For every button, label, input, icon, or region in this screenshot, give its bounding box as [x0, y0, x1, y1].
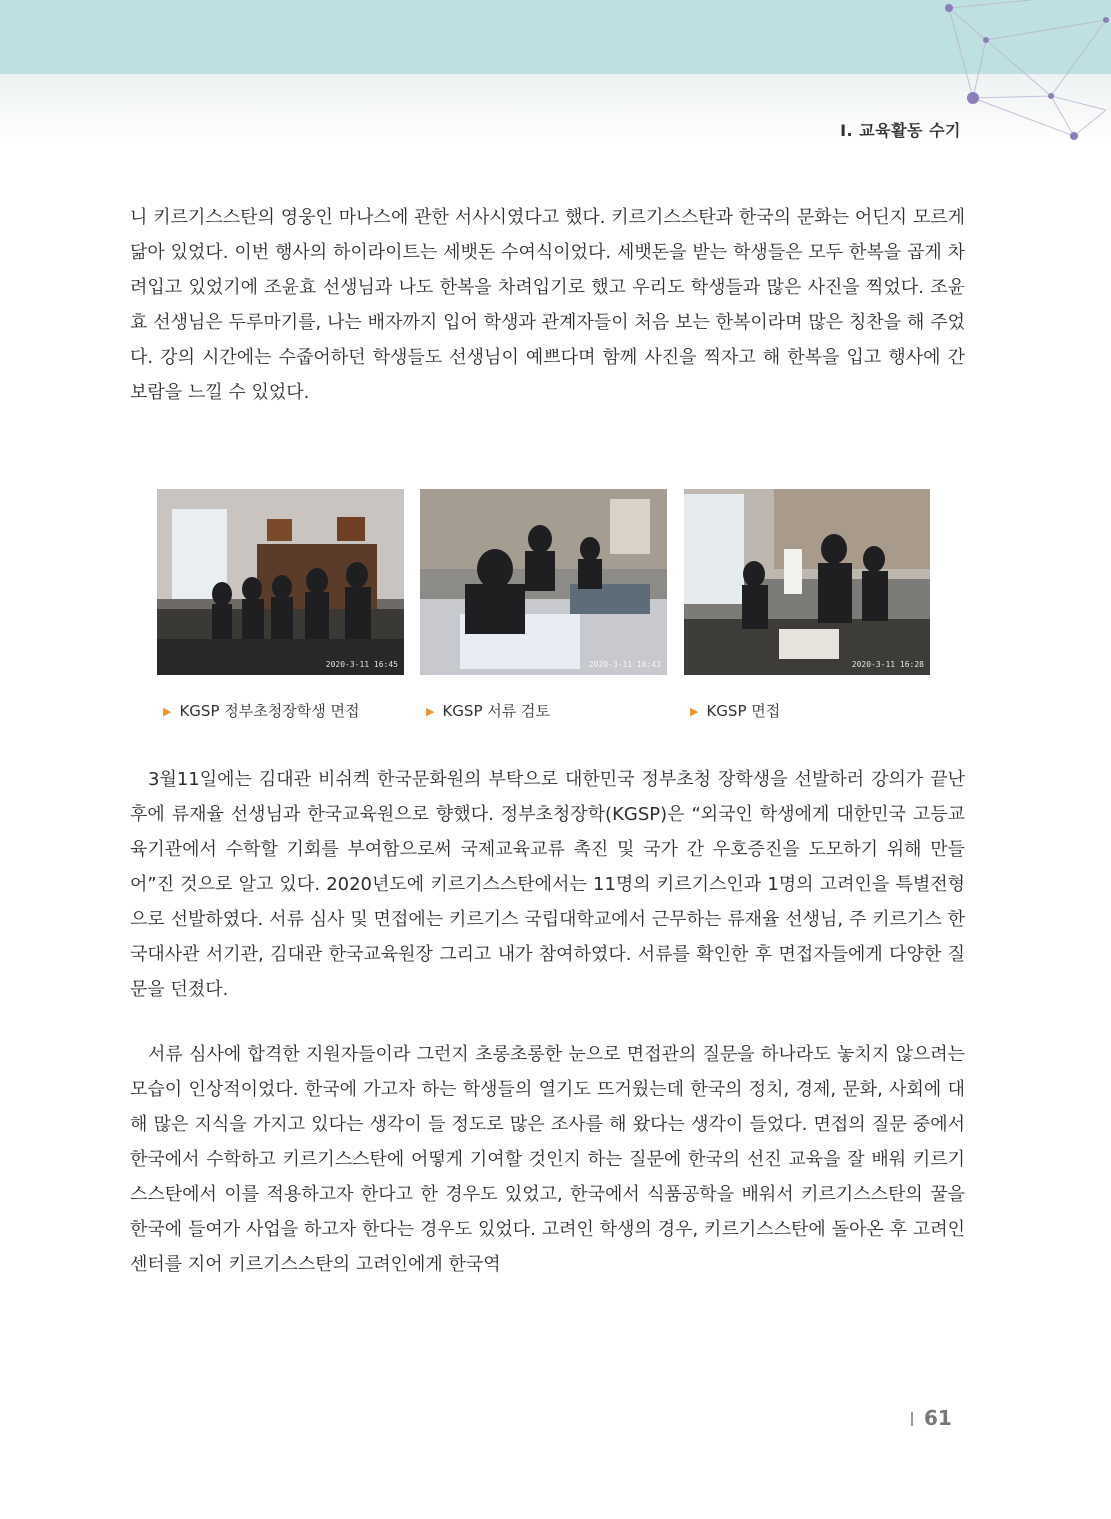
- body-paragraph: 니 키르기스스탄의 영웅인 마나스에 관한 서사시였다고 했다. 키르기스스탄과 한국의 문화는 어딘지 모르게 닮아 있었다. 이번 행사의 하이라이트는 세뱃돈 수여식이었다. 세뱃돈을 받는 학생들은 모두 한복을 곱게 차려입고 있었기에 조윤효 선생님과 나도 한복을 차려입기로 했고 우리도 학생들과 많은 사진을 찍었다. 조윤효 선생님은 두루마기를, 나는 배자까지 입어 학생과 관계자들이 처음 보는 한복이라며 많은 칭찬을 해 주었다. 강의 시간에는 수줍어하던 학생들도 선생님이 예쁘다며 함께 사진을 찍자고 해 한복을 입고 행사에 간 보람을 느낄 수 있었다.: [130, 207, 965, 403]
- photo-timestamp: 2020-3-11 16:45: [325, 660, 398, 669]
- photo-caption: [690, 700, 780, 721]
- page-number: 61: [924, 1406, 952, 1430]
- network-node: [967, 92, 979, 104]
- network-node: [1070, 132, 1078, 140]
- photo-interview-panel: [157, 489, 404, 675]
- network-node: [1103, 17, 1109, 23]
- caption-text: KGSP 면접: [706, 702, 781, 720]
- network-node: [945, 4, 953, 12]
- chapter-title: Ⅰ. 교육활동 수기: [840, 121, 961, 140]
- photo-caption: [426, 700, 550, 721]
- photo-caption: [163, 700, 359, 721]
- photo-interview: [684, 489, 930, 675]
- network-node: [1048, 93, 1054, 99]
- caption-text: KGSP 정부초청장학생 면접: [179, 702, 360, 720]
- body-paragraph: 3월11일에는 김대관 비쉬켁 한국문화원의 부탁으로 대한민국 정부초청 장학생을 선발하러 강의가 끝난 후에 류재율 선생님과 한국교육원으로 향했다. 정부초청장학(KGSP)은 “외국인 학생에게 대한민국 고등교육기관에서 수학할 기회를 부여함으로써 국제교육교류 촉진 및 국가 간 우호증진을 도모하기 위해 만들어”진 것으로 알고 있다. 2020년도에 키르기스스탄에서는 11명의 키르기스인과 1명의 고려인을 특별전형으로 선발하였다. 서류 심사 및 면접에는 키르기스 국립대학교에서 근무하는 류재율 선생님, 주 키르기스 한국대사관 서기관, 김대관 한국교육원장 그리고 내가 참여하였다. 서류를 확인한 후 면접자들에게 다양한 질문을 던졌다.: [130, 769, 965, 1000]
- caption-triangle-icon: ▶: [163, 705, 172, 718]
- photo-timestamp: 2020-3-11 16:28: [851, 660, 924, 669]
- caption-text: KGSP 서류 검토: [442, 702, 550, 720]
- photo-timestamp: 2020-3-11 16:43: [588, 660, 661, 669]
- caption-triangle-icon: ▶: [690, 705, 699, 718]
- photo-document-review: [420, 489, 667, 675]
- page-number-divider: [911, 1412, 913, 1426]
- caption-triangle-icon: ▶: [426, 705, 435, 718]
- network-node: [983, 37, 989, 43]
- body-paragraph: 서류 심사에 합격한 지원자들이라 그런지 초롱초롱한 눈으로 면접관의 질문을 하나라도 놓치지 않으려는 모습이 인상적이었다. 한국에 가고자 하는 학생들의 열기도 뜨거웠는데 한국의 정치, 경제, 문화, 사회에 대해 많은 지식을 가지고 있다는 생각이 들 정도로 많은 조사를 해 왔다는 생각이 들었다. 면접의 질문 중에서 한국에서 수학하고 키르기스스탄에 어떻게 기여할 것인지 하는 질문에 한국의 선진 교육을 잘 배워 키르기스스탄에서 이를 적용하고자 한다고 한 경우도 있었고, 한국에서 식품공학을 배워서 키르기스스탄의 꿀을 한국에 들여가 사업을 하고자 한다는 경우도 있었다. 고려인 학생의 경우, 키르기스스탄에 돌아온 후 고려인 센터를 지어 키르기스스탄의 고려인에게 한국역: [130, 1044, 965, 1275]
